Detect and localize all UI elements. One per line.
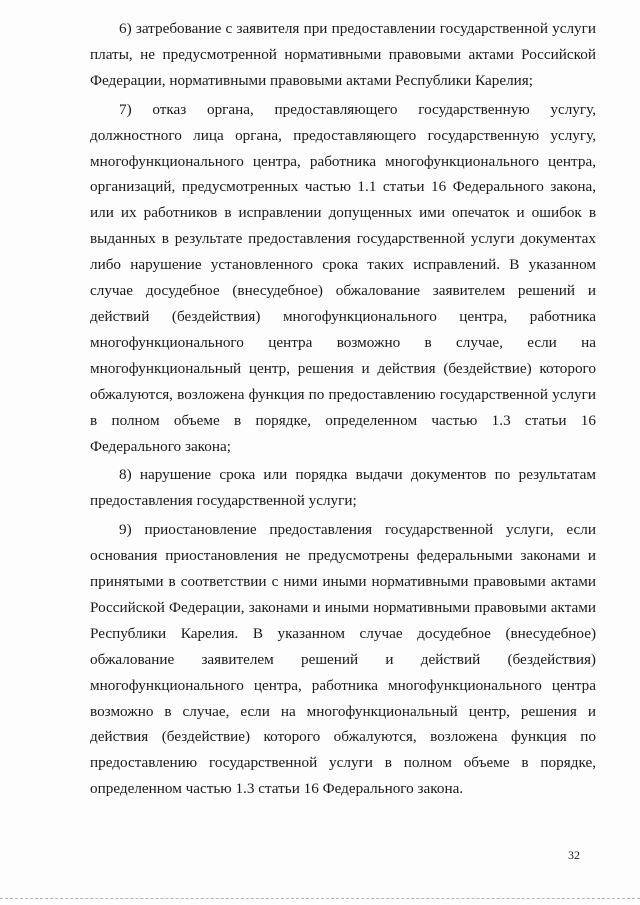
- paragraph-item-9: 9) приостановление предоставления государственной услуги, если основания приостановления не предусмотрены федеральными законами и принятыми в соответствии с ними иными нормативными правовыми актами Российской Федерации, законами и иными нормативными правовыми актами Республики Карелия. В указанном случае досудебное (внесудебное) обжалование заявителем решений и действий (бездействия) многофункционального центра, работника многофункционального центра возможно в случае, если на многофункциональный центр, решения и действия (бездействие) которого обжалуются, возложена функция по предоставлению государственной услуги в полном объеме в порядке, определенном частью 1.3 статьи 16 Федерального закона.: [90, 521, 596, 798]
- page-number: 32: [568, 848, 580, 862]
- paragraph-item-8: 8) нарушение срока или порядка выдачи документов по результатам предоставления государственной услуги;: [90, 466, 596, 510]
- scan-edge-line: [0, 898, 640, 899]
- paragraph-item-7: 7) отказ органа, предоставляющего государственную услугу, должностного лица органа, предоставляющего государственную услугу, многофункционального центра, работника многофункционального центра, организаций, предусмотренных частью 1.1 статьи 16 Федерального закона, или их работников в исправлении допущенных ими опечаток и ошибок в выданных в результате предоставления государственной услуги документах либо нарушение установленного срока таких исправлений. В указанном случае досудебное (внесудебное) обжалование заявителем решений и действий (бездействия) многофункционального центра, работника многофункционального центра возможно в случае, если на многофункциональный центр, решения и действия (бездействие) которого обжалуются, возложена функция по предоставлению государственной услуги в полном объеме в порядке, определенном частью 1.3 статьи 16 Федерального закона;: [90, 100, 596, 455]
- body-text: [90, 16, 596, 805]
- paragraph-item-6: 6) затребование с заявителя при предоставлении государственной услуги платы, не предусмотренной нормативными правовыми актами Российской Федерации, нормативными правовыми актами Республики Карелия;: [90, 20, 596, 89]
